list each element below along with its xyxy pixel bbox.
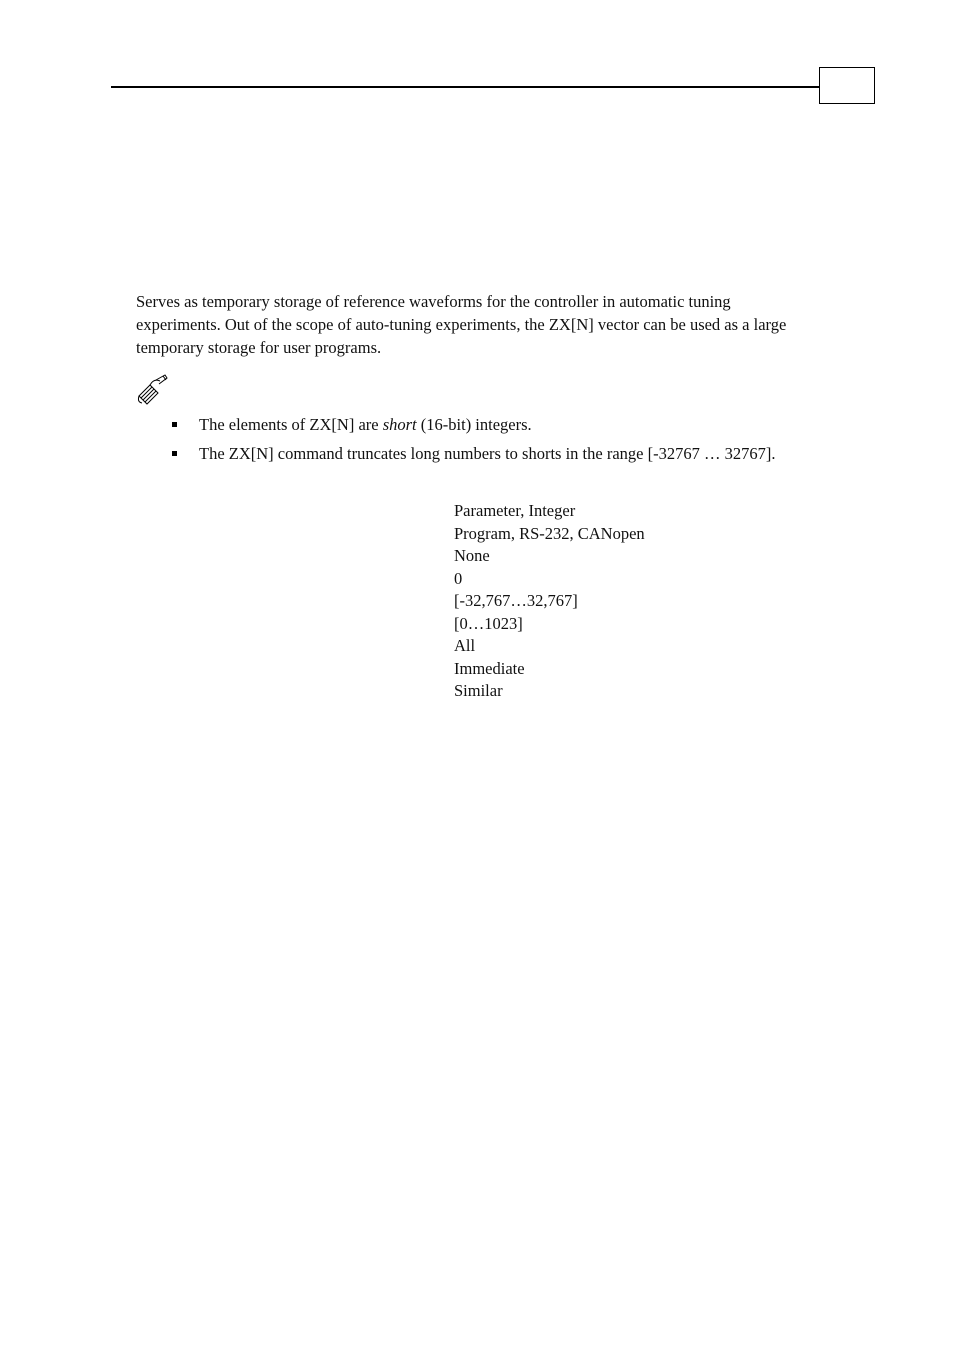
square-bullet-icon [172, 451, 177, 456]
attribute-value-type: Parameter, Integer [454, 501, 576, 520]
bullet-text-before: The elements of ZX[N] are [199, 415, 383, 434]
attribute-value-source: Program, RS-232, CANopen [454, 523, 645, 543]
note-bullet-item [170, 442, 810, 465]
page-number-box [819, 67, 875, 104]
note-pencil-icon [136, 372, 170, 406]
description-paragraph: Serves as temporary storage of reference waveforms for the controller in automatic tuning experiments. Out of the scope of auto-tuning experiments, the ZX[N] vector can be used as a large temporary storage for user programs. [136, 292, 787, 357]
attribute-value-restrictions: None [454, 546, 490, 565]
header-rule [111, 86, 819, 88]
attribute-value-range: [-32,767…32,767] [454, 591, 578, 610]
attribute-value-compatibility: Similar [454, 681, 503, 700]
attribute-value-index-range: [0…1023] [454, 613, 523, 633]
attribute-value-applies-to: All [454, 636, 476, 655]
note-bullet-list [170, 413, 810, 471]
bullet-text-after: (16-bit) integers. [416, 415, 532, 434]
note-bullet-item [170, 413, 810, 436]
square-bullet-icon [172, 422, 177, 427]
attribute-value-activation: Immediate [454, 658, 525, 678]
attribute-value-default: 0 [454, 568, 463, 588]
bullet-text-emphasis: short [382, 415, 417, 434]
bullet-text-before: The ZX[N] command truncates long numbers to shorts in the range [-32767 … 32767]. [199, 444, 776, 463]
attribute-values-list [454, 500, 645, 703]
